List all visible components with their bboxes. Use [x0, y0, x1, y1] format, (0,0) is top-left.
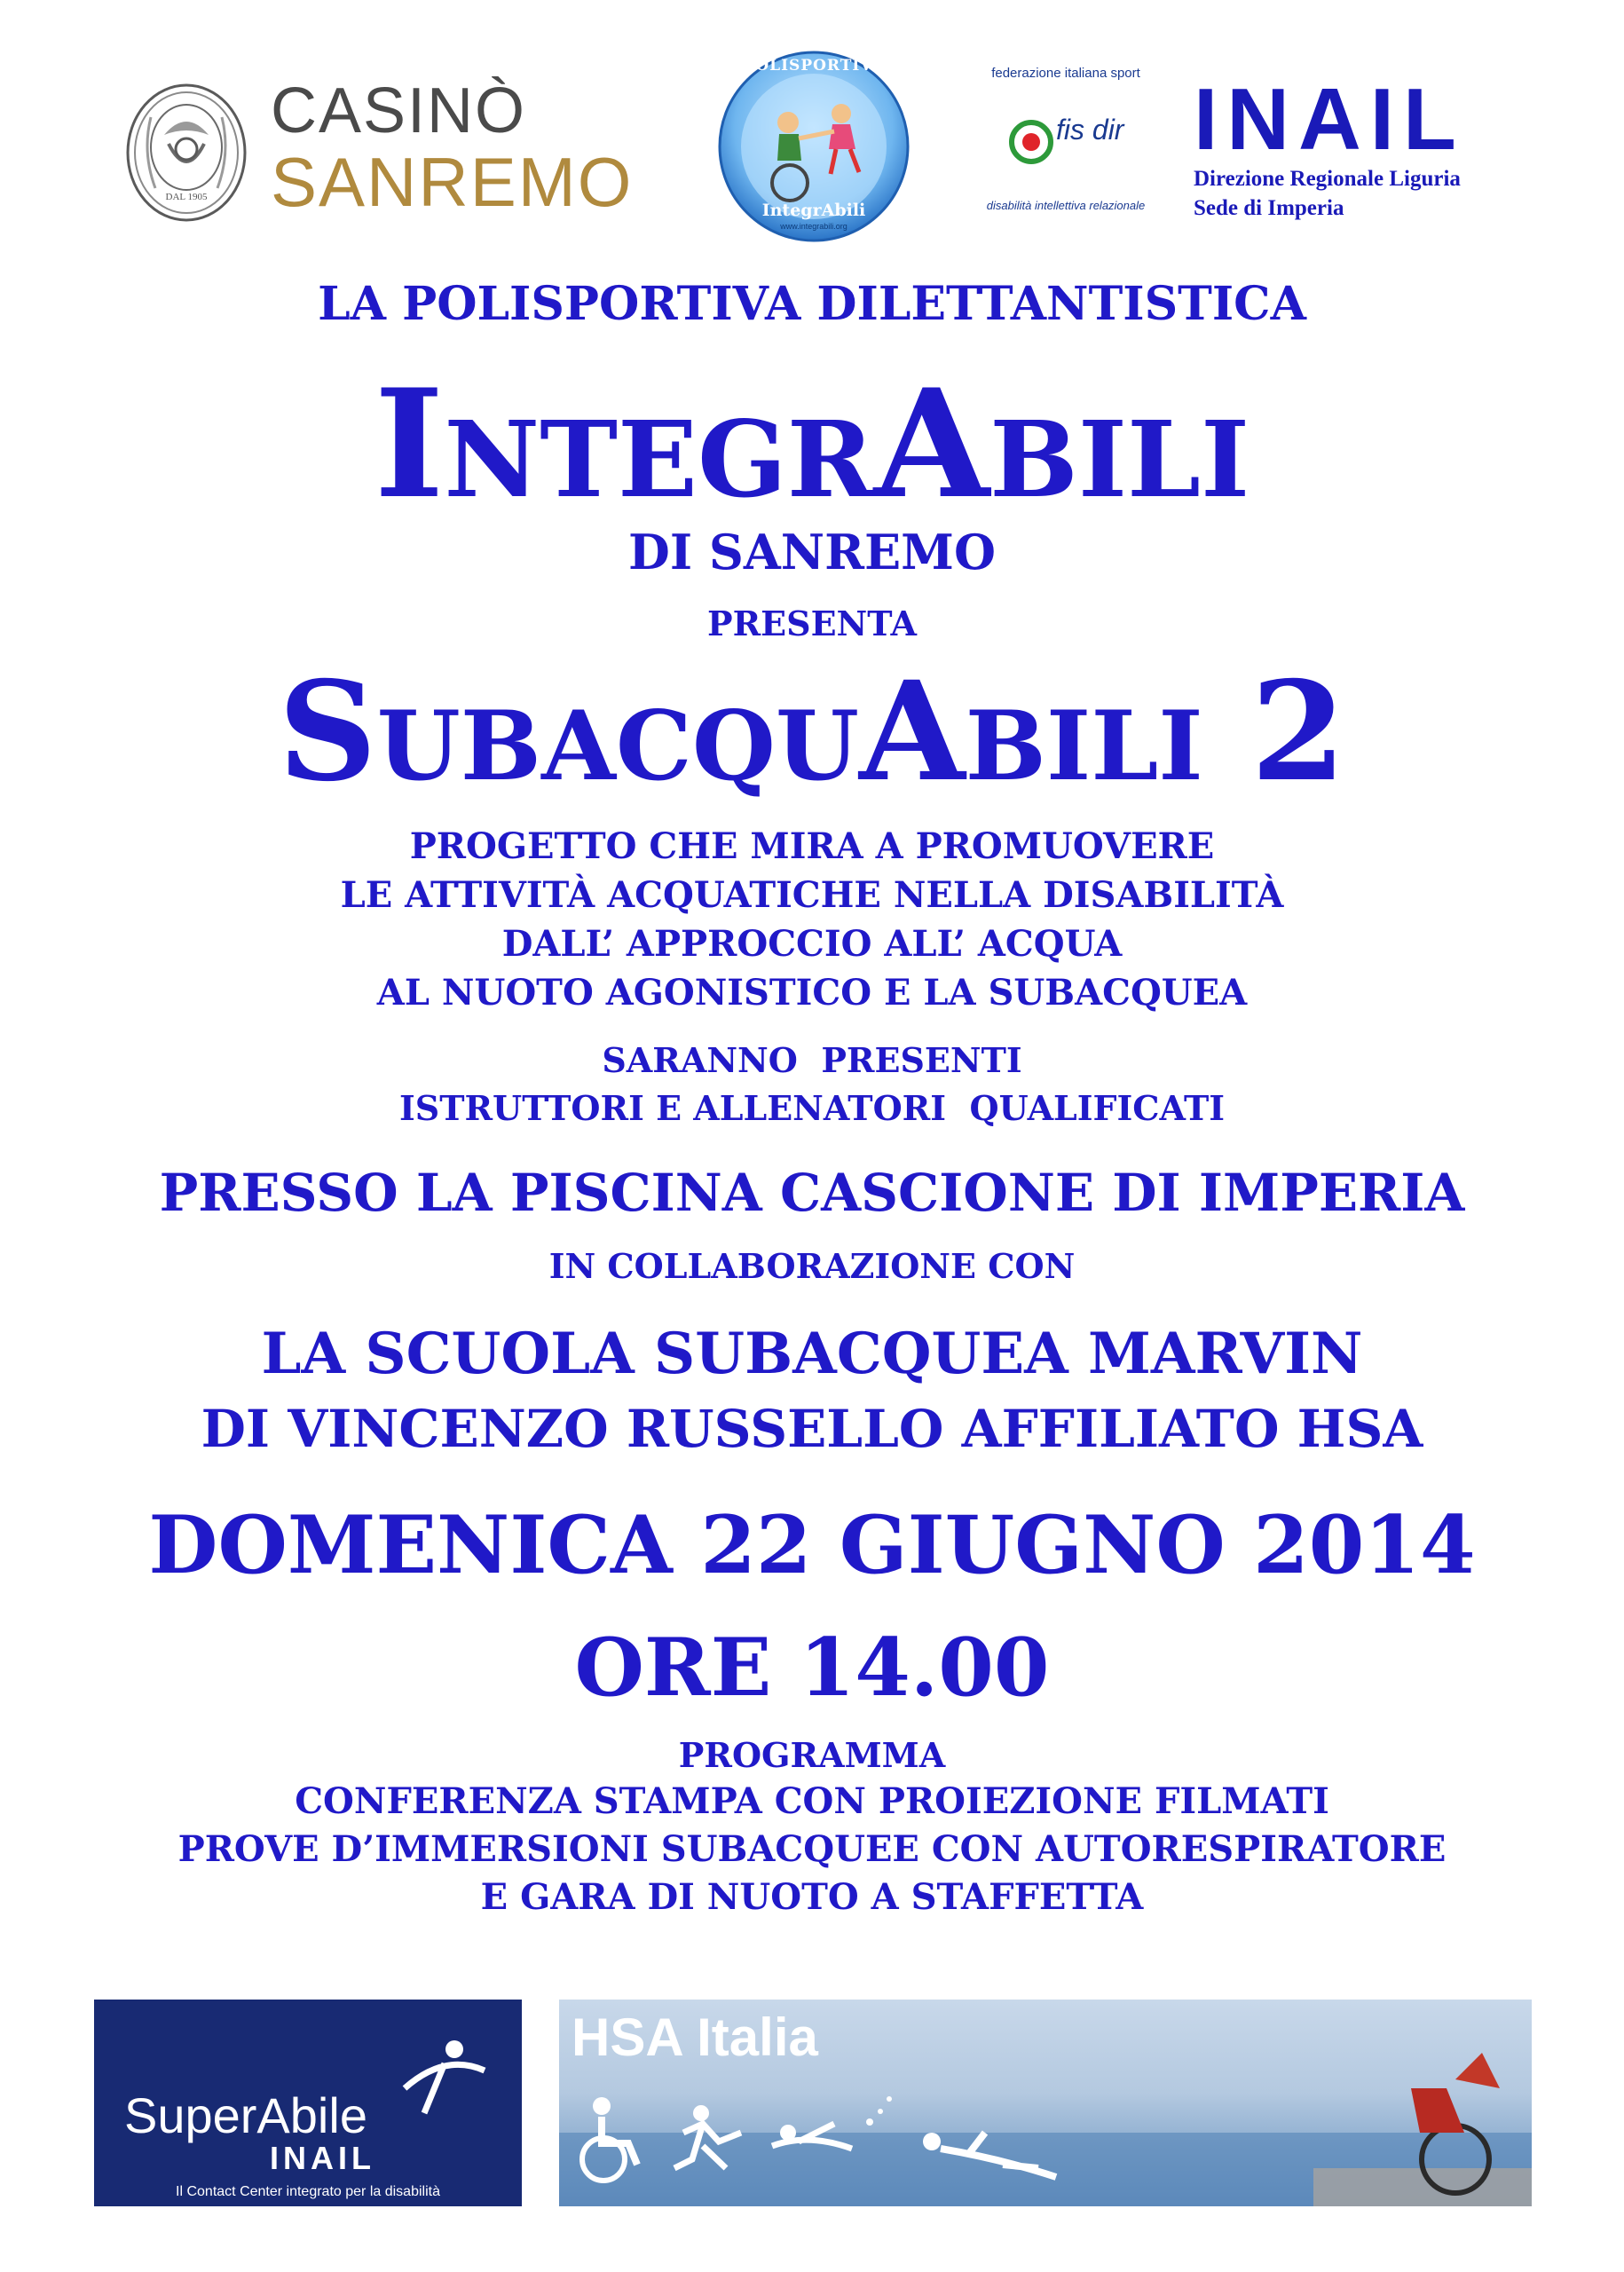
casino-seal-text: DAL 1905 [165, 192, 208, 202]
fisdir-logo [969, 66, 1163, 222]
superabile-brand: INAIL [270, 2140, 375, 2176]
presents-label: PRESENTA [707, 604, 917, 643]
venue-line: PRESSO LA PISCINA CASCIONE DI IMPERIA [159, 1163, 1465, 1223]
program-title: PROGRAMMA [678, 1735, 946, 1775]
casino-line1: CASINÒ [271, 75, 527, 146]
header-logos [0, 0, 1624, 248]
superabile-tagline: Il Contact Center integrato per la disabilità [176, 2184, 440, 2199]
fisdir-arc-top: federazione italiana sport [991, 66, 1140, 81]
superabile-banner [94, 2000, 522, 2206]
casino-sanremo-logo [271, 75, 634, 221]
org-name: IntegrAbili [374, 356, 1250, 532]
description-line-2: LE ATTIVITÀ ACQUATICHE NELLA DISABILITÀ [340, 874, 1284, 916]
event-date: DOMENICA 22 GIUGNO 2014 [148, 1498, 1476, 1592]
description-line-1: PROGETTO CHE MIRA A PROMUOVERE [409, 825, 1215, 867]
polisportiva-url: www.integrabili.org [780, 222, 847, 231]
inail-wordmark: INAIL [1194, 70, 1465, 168]
staff-line-1: SARANNO PRESENTI [602, 1040, 1022, 1080]
collab-line-1: LA SCUOLA SUBACQUEA MARVIN [261, 1321, 1363, 1387]
fisdir-mark: fis dir [1056, 114, 1124, 146]
program-line-1: CONFERENZA STAMPA CON PROIEZIONE FILMATI [295, 1780, 1329, 1822]
collab-line-2: DI VINCENZO RUSSELLO AFFILIATO HSA [201, 1399, 1423, 1459]
org-city: DI SANREMO [628, 524, 996, 580]
casino-line2: SANREMO [271, 143, 634, 221]
hsa-italia-banner [559, 2000, 1532, 2206]
superabile-name: SuperAbile [124, 2087, 367, 2143]
hsa-title: HSA Italia [572, 2008, 818, 2067]
collab-intro: IN COLLABORAZIONE CON [548, 1246, 1076, 1286]
program-line-3: E GARA DI NUOTO A STAFFETTA [480, 1876, 1144, 1918]
inail-logo [1194, 70, 1531, 220]
inail-sub2: Sede di Imperia [1194, 196, 1344, 220]
inail-sub1: Direzione Regionale Liguria [1194, 167, 1461, 191]
staff-line-2: ISTRUTTORI E ALLENATORI QUALIFICATI [398, 1088, 1226, 1128]
event-name: SubacquAbili 2 [278, 651, 1346, 812]
casino-seal-logo [124, 82, 248, 224]
polisportiva-integrabili-logo [717, 50, 911, 243]
fisdir-arc-bottom: disabilità intellettiva relazionale [986, 199, 1146, 212]
polisportiva-bottom-text: IntegrAbili [761, 201, 866, 220]
intro-line: LA POLISPORTIVA DILETTANTISTICA [318, 277, 1306, 331]
event-time: ORE 14.00 [574, 1621, 1050, 1715]
polisportiva-top-text: POLISPORTIVA [743, 57, 885, 75]
program-line-2: PROVE D’IMMERSIONI SUBACQUEE CON AUTORESPIRATORE [177, 1828, 1447, 1870]
description-line-3: DALL’ APPROCCIO ALL’ ACQUA [501, 923, 1123, 965]
description-line-4: AL NUOTO AGONISTICO E LA SUBACQUEA [376, 972, 1248, 1014]
